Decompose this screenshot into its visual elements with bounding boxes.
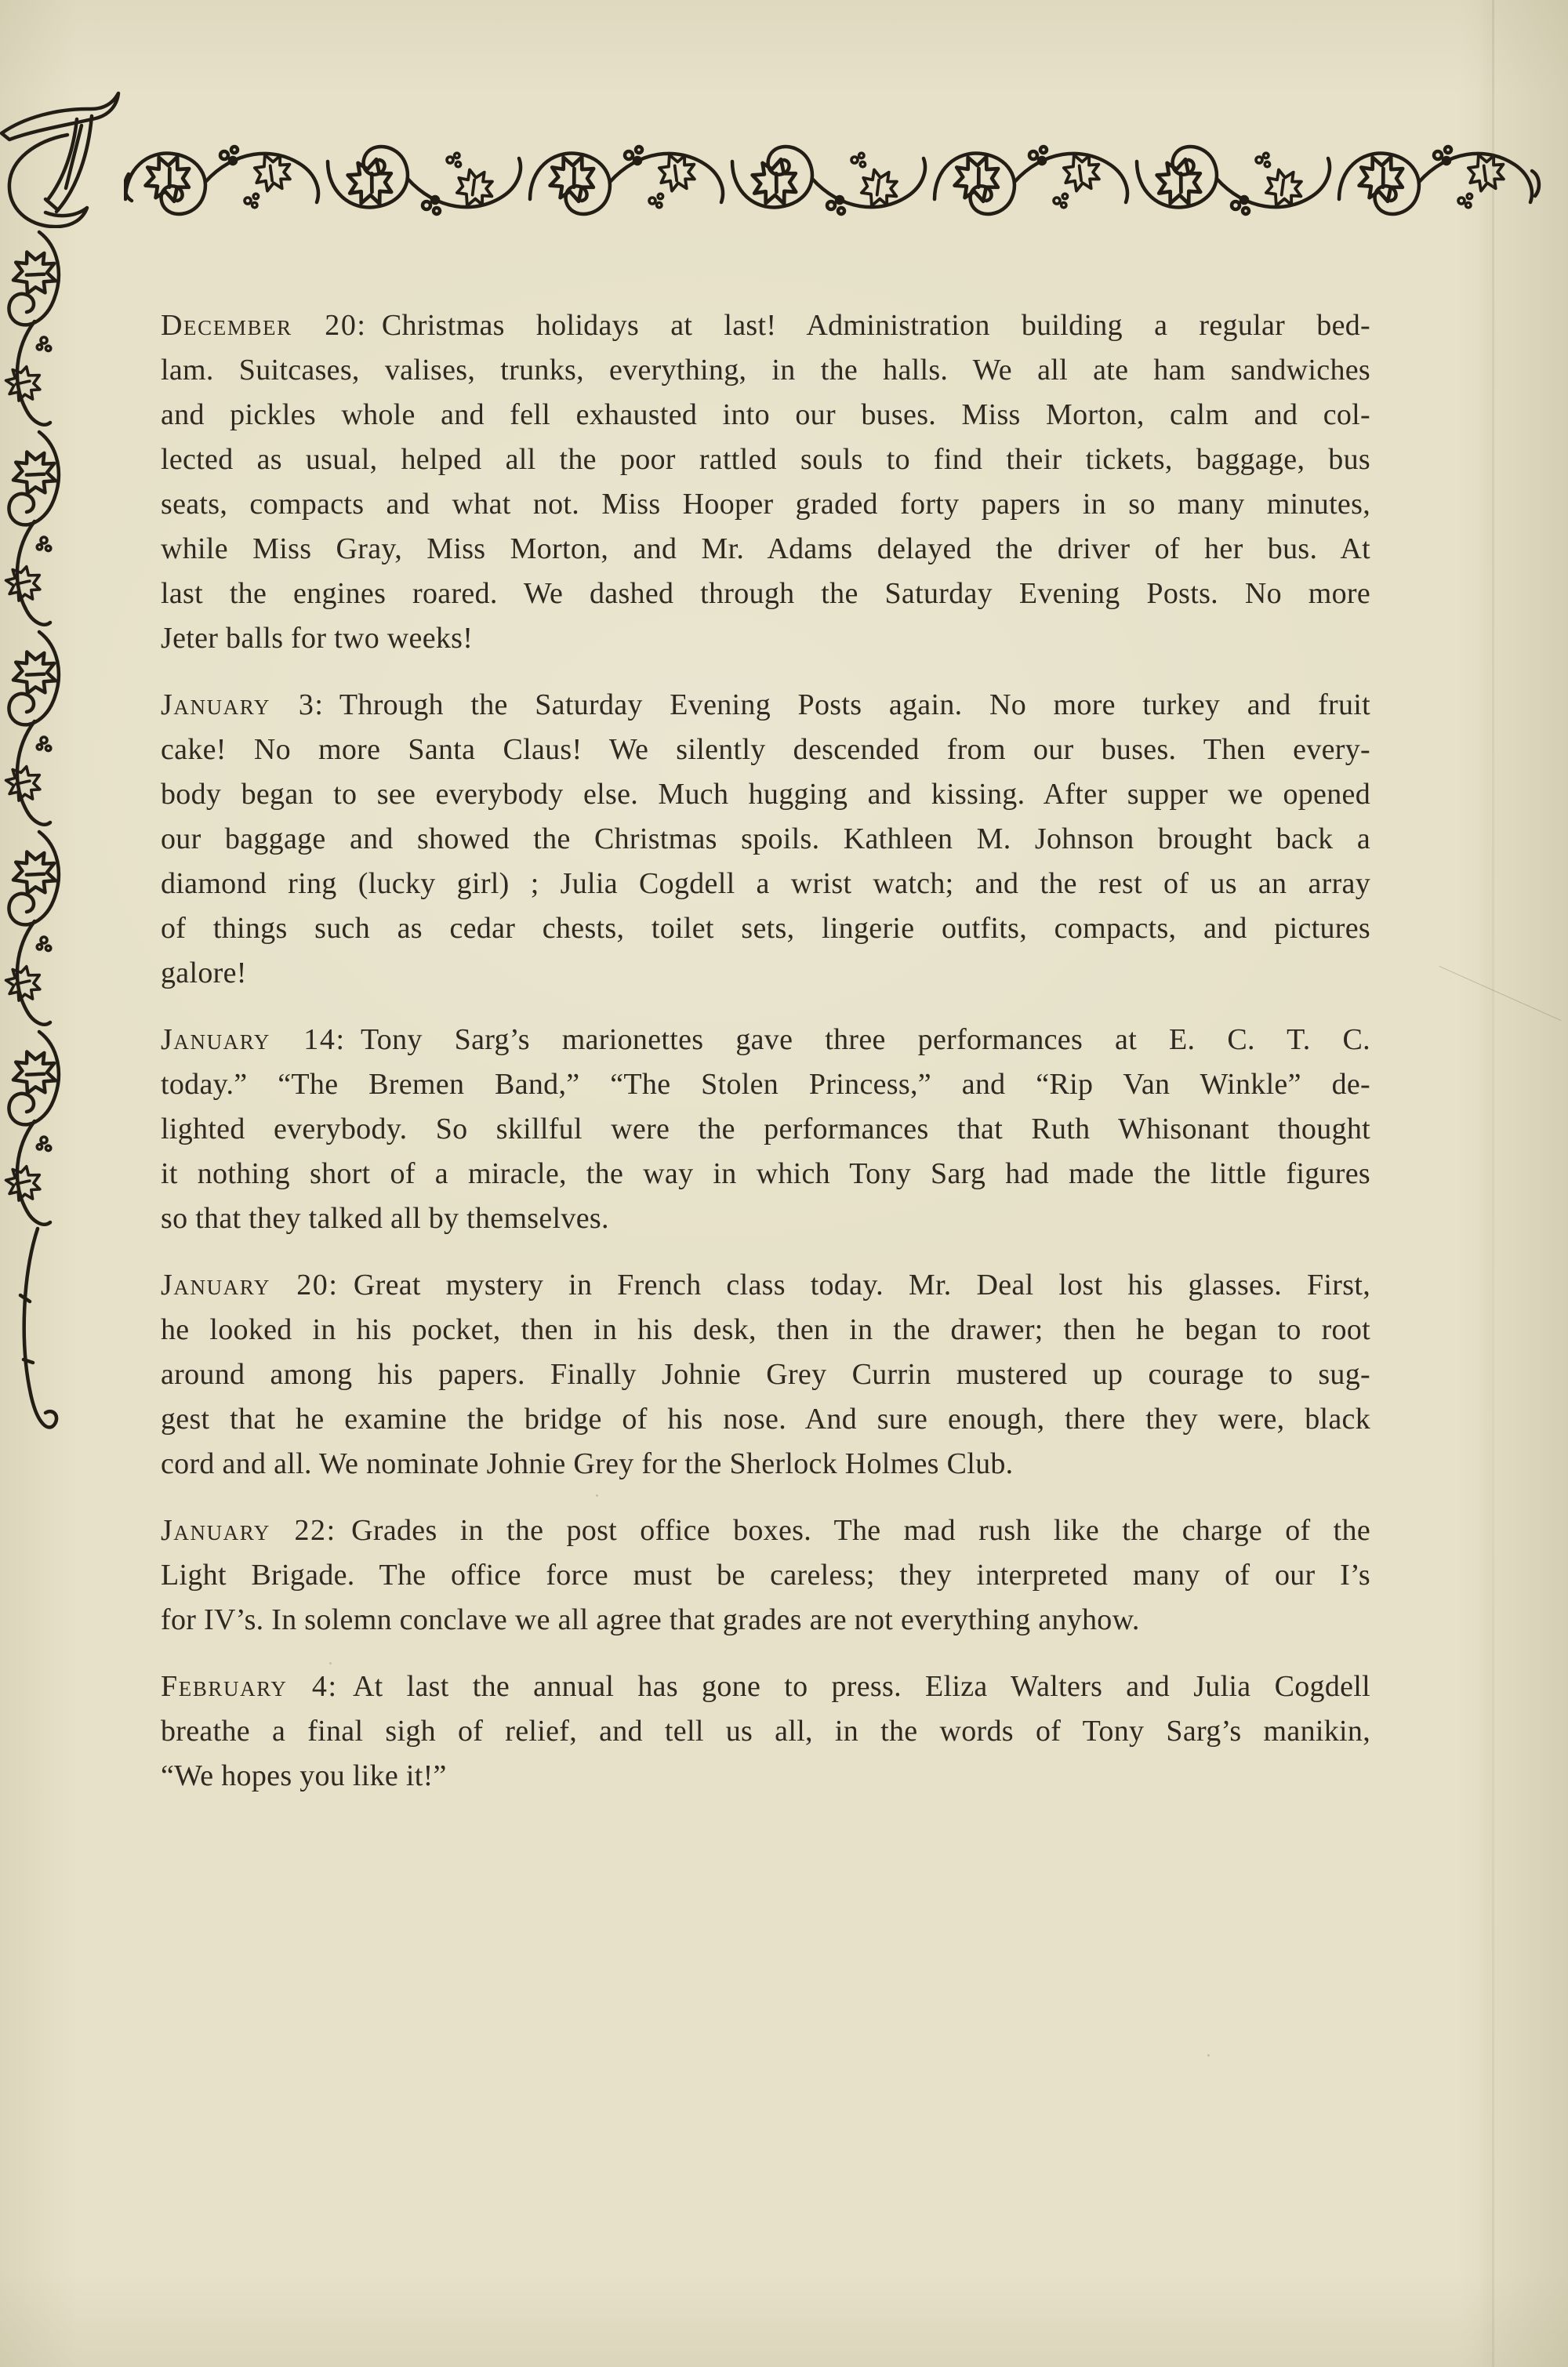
- text-line: seats, compacts and what not. Miss Hooper graded forty papers in so many minutes,: [161, 488, 1370, 521]
- text-line: gest that he examine the bridge of his nose. And sure enough, there they were, black: [161, 1403, 1370, 1436]
- diary-entry: [161, 1263, 1370, 1487]
- text-line: January 14: Tony Sarg’s marionettes gave three performances at E. C. T. C.: [161, 1023, 1370, 1056]
- text-line: January 22: Grades in the post office boxes. The mad rush like the charge of the: [161, 1514, 1370, 1547]
- paper-speck: [1207, 2054, 1210, 2057]
- entry-date-label: January 22:: [161, 1514, 336, 1547]
- text-line: so that they talked all by themselves.: [161, 1202, 609, 1235]
- entry-date-label: January 14:: [161, 1023, 346, 1056]
- text-line: today.” “The Bremen Band,” “The Stolen Princess,” and “Rip Van Winkle” de-: [161, 1068, 1370, 1101]
- diary-entries: [161, 303, 1370, 1821]
- text-line: he looked in his pocket, then in his desk, then in the drawer; then he began to root: [161, 1313, 1370, 1346]
- diary-entry: [161, 1665, 1370, 1799]
- paper-scratch: [1439, 966, 1562, 1021]
- drop-cap-T: [0, 83, 122, 228]
- text-line: for IV’s. In solemn conclave we all agree that grades are not everything anyhow.: [161, 1603, 1140, 1636]
- text-line: Light Brigade. The office force must be careless; they interpreted many of our I’s: [161, 1559, 1370, 1592]
- text-line: “We hopes you like it!”: [161, 1759, 447, 1792]
- text-line: lighted everybody. So skillful were the performances that Ruth Whisonant thought: [161, 1113, 1370, 1145]
- diary-entry: [161, 303, 1370, 661]
- text-line: our baggage and showed the Christmas spoils. Kathleen M. Johnson brought back a: [161, 822, 1370, 855]
- vine-border-top: [124, 124, 1544, 238]
- diary-entry: [161, 1018, 1370, 1241]
- text-line: cake! No more Santa Claus! We silently descended from our buses. Then every-: [161, 733, 1370, 766]
- text-line: February 4: At last the annual has gone to press. Eliza Walters and Julia Cogdell: [161, 1670, 1370, 1703]
- entry-date-label: December 20:: [161, 309, 367, 342]
- entry-date-label: February 4:: [161, 1670, 338, 1703]
- text-line: and pickles whole and fell exhausted into our buses. Miss Morton, calm and col-: [161, 398, 1370, 431]
- text-line: galore!: [161, 957, 247, 989]
- text-line: of things such as cedar chests, toilet sets, lingerie outfits, compacts, and pictures: [161, 912, 1370, 945]
- text-line: lam. Suitcases, valises, trunks, everything, in the halls. We all ate ham sandwiches: [161, 354, 1370, 387]
- text-line: it nothing short of a miracle, the way in which Tony Sarg had made the little figures: [161, 1157, 1370, 1190]
- text-line: Jeter balls for two weeks!: [161, 622, 474, 655]
- entry-date-label: January 3:: [161, 688, 325, 721]
- text-line: diamond ring (lucky girl) ; Julia Cogdell a wrist watch; and the rest of us an array: [161, 867, 1370, 900]
- text-line: lected as usual, helped all the poor rattled souls to find their tickets, baggage, bus: [161, 443, 1370, 476]
- text-line: body began to see everybody else. Much hugging and kissing. After supper we opened: [161, 778, 1370, 811]
- text-line: January 3: Through the Saturday Evening Posts again. No more turkey and fruit: [161, 688, 1370, 721]
- text-line: December 20: Christmas holidays at last! Administration building a regular bed-: [161, 309, 1370, 342]
- text-line: last the engines roared. We dashed through the Saturday Evening Posts. No more: [161, 577, 1370, 610]
- vine-border-left: [0, 229, 71, 1452]
- text-line: breathe a final sigh of relief, and tell us all, in the words of Tony Sarg’s manikin,: [161, 1715, 1370, 1748]
- text-line: cord and all. We nominate Johnie Grey for the Sherlock Holmes Club.: [161, 1447, 1014, 1480]
- text-line: while Miss Gray, Miss Morton, and Mr. Adams delayed the driver of her bus. At: [161, 532, 1370, 565]
- text-line: around among his papers. Finally Johnie Grey Currin mustered up courage to sug-: [161, 1358, 1370, 1391]
- entry-date-label: January 20:: [161, 1269, 339, 1301]
- page-crease: [1492, 0, 1494, 2367]
- diary-entry: [161, 683, 1370, 996]
- text-line: January 20: Great mystery in French class today. Mr. Deal lost his glasses. First,: [161, 1269, 1370, 1301]
- diary-entry: [161, 1508, 1370, 1643]
